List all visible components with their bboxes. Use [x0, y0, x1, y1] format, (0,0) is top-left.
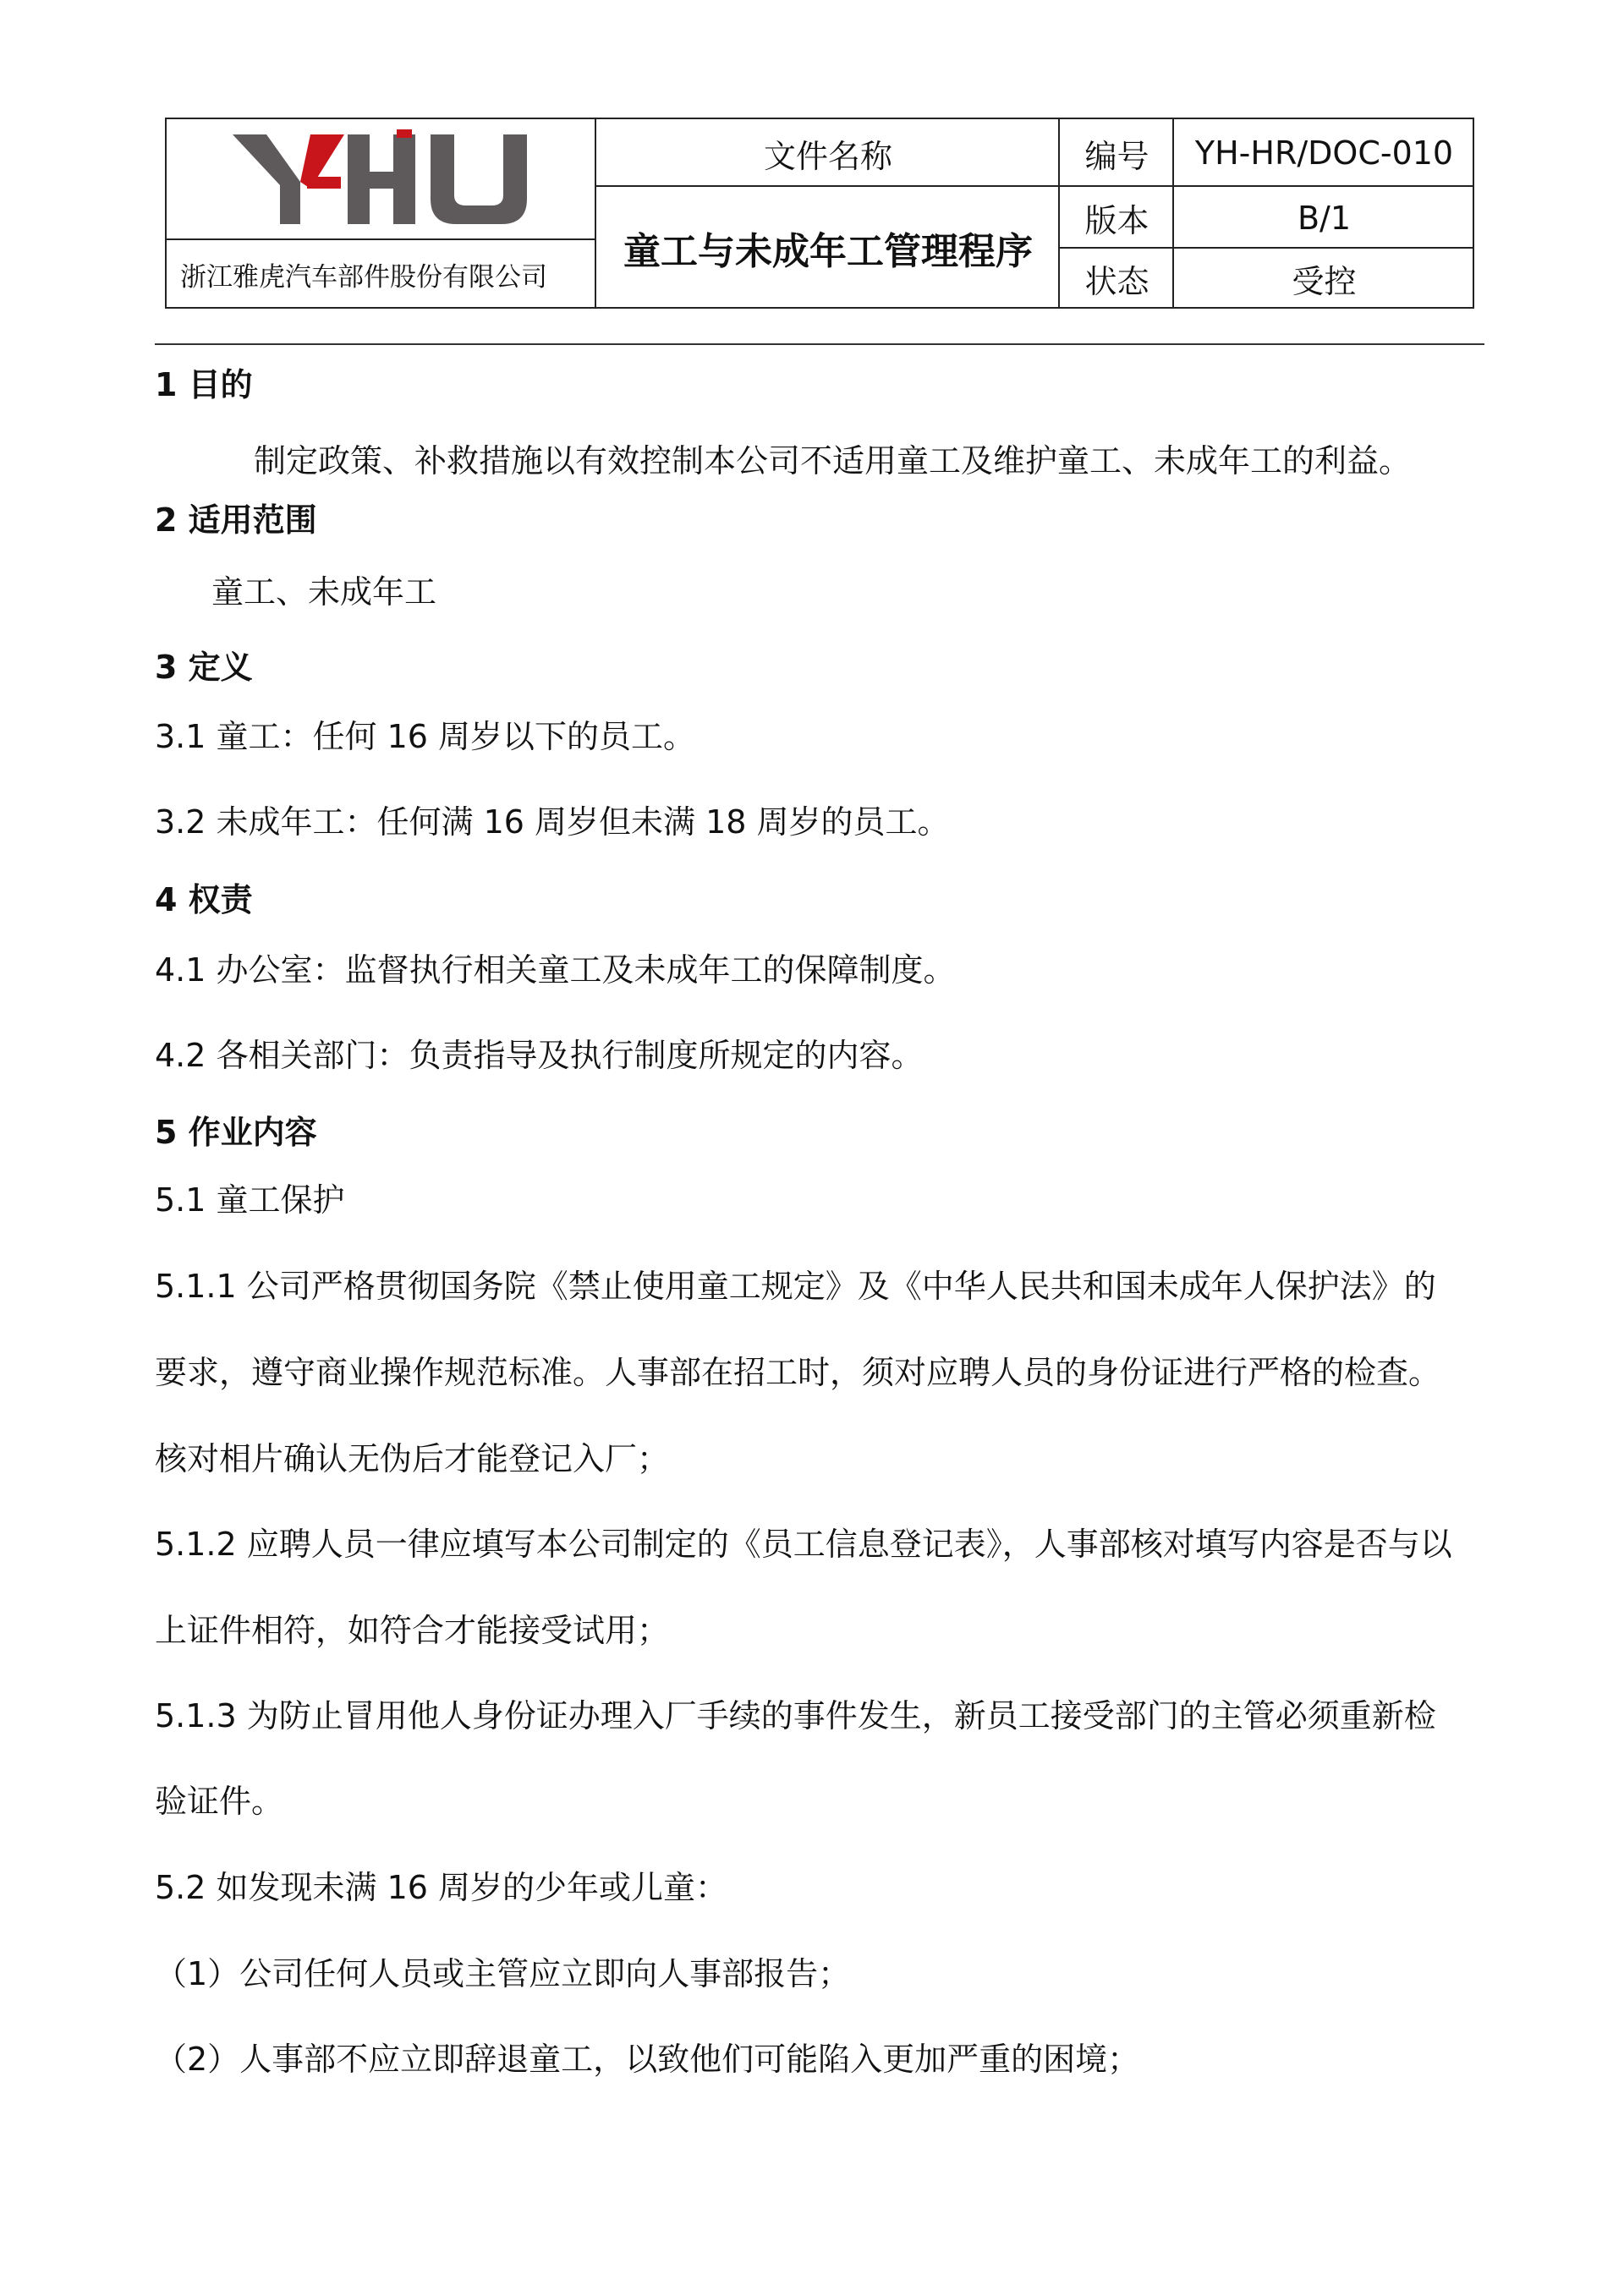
- section-1-title: 1 目的: [155, 366, 253, 403]
- section-3-1: 3.1 童工：任何 16 周岁以下的员工。: [155, 718, 696, 755]
- section-2-title: 2 适用范围: [155, 501, 317, 539]
- section-5-2: 5.2 如发现未满 16 周岁的少年或儿童：: [155, 1869, 728, 1906]
- section-5-1: 5.1 童工保护: [155, 1181, 345, 1219]
- status-value: 受控: [1292, 263, 1357, 300]
- section-5-2-item-2: （2）人事部不应立即辞退童工，以致他们可能陷入更加严重的困境；: [155, 2041, 1140, 2078]
- section-4-1: 4.1 办公室：监督执行相关童工及未成年工的保障制度。: [155, 951, 956, 989]
- section-5-1-1-line2: 要求，遵守商业操作规范标准。人事部在招工时，须对应聘人员的身份证进行严格的检查。: [155, 1354, 1441, 1391]
- section-2-text: 童工、未成年工: [211, 573, 437, 611]
- section-5-1-2-line2: 上证件相符，如符合才能接受试用；: [155, 1612, 670, 1649]
- section-5-1-3-line2: 验证件。: [155, 1783, 284, 1820]
- doc-name: 童工与未成年工管理程序: [623, 230, 1033, 273]
- version-value: B/1: [1297, 199, 1352, 237]
- version-label: 版本: [1084, 202, 1149, 239]
- section-4-2: 4.2 各相关部门：负责指导及执行制度所规定的内容。: [155, 1037, 924, 1074]
- section-5-1-1-line3: 核对相片确认无伪后才能登记入厂；: [155, 1440, 670, 1477]
- section-4-title: 4 权责: [155, 881, 253, 918]
- doc-number-label: 编号: [1084, 137, 1149, 175]
- doc-name-label: 文件名称: [763, 137, 892, 175]
- section-5-1-3-line1: 5.1.3 为防止冒用他人身份证办理入厂手续的事件发生，新员工接受部门的主管必须重新检: [155, 1697, 1436, 1734]
- company-logo: [167, 119, 596, 240]
- section-5-2-item-1: （1）公司任何人员或主管应立即向人事部报告；: [155, 1955, 851, 1992]
- section-5-1-1-line1: 5.1.1 公司严格贯彻国务院《禁止使用童工规定》及《中华人民共和国未成年人保护法》的: [155, 1268, 1436, 1305]
- section-3-title: 3 定义: [155, 649, 253, 686]
- section-1-text: 制定政策、补救措施以有效控制本公司不适用童工及维护童工、未成年工的利益。: [254, 442, 1412, 479]
- company-name: 浙江雅虎汽车部件股份有限公司: [180, 262, 547, 293]
- section-5-1-2-line1: 5.1.2 应聘人员一律应填写本公司制定的《员工信息登记表》，人事部核对填写内容是否与以: [155, 1526, 1452, 1563]
- doc-number-value: YH-HR/DOC-010: [1194, 134, 1454, 172]
- header-rule: [155, 343, 1484, 345]
- document-header-table: [165, 118, 1474, 309]
- status-label: 状态: [1084, 263, 1149, 300]
- section-3-2: 3.2 未成年工：任何满 16 周岁但未满 18 周岁的员工。: [155, 803, 950, 841]
- yhu-logo-icon: [229, 129, 534, 231]
- section-5-title: 5 作业内容: [155, 1114, 317, 1151]
